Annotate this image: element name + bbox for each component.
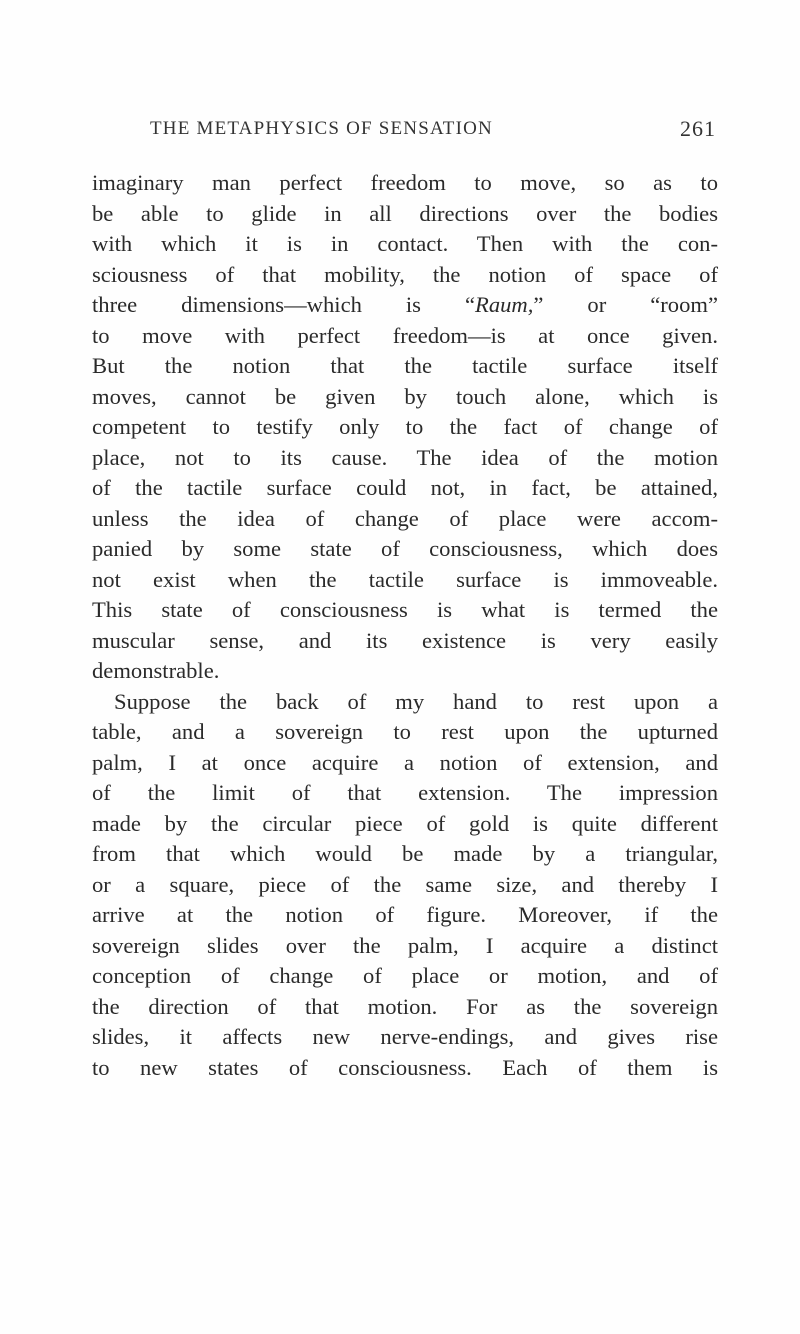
text-line: to new states of consciousness. Each of them is	[92, 1054, 718, 1080]
text-line: of the limit of that extension. The impression	[92, 780, 718, 805]
text-line: imaginary man perfect freedom to move, so as to	[92, 170, 718, 195]
running-head	[92, 118, 716, 148]
text-line: place, not to its cause. The idea of the motion	[92, 444, 718, 470]
paragraph-2	[92, 687, 718, 1084]
text-line: slides, it affects new nerve-endings, and gives rise	[92, 1024, 718, 1049]
running-title: THE METAPHYSICS OF SENSATION	[150, 118, 493, 139]
text-line: moves, cannot be given by touch alone, which is	[92, 383, 718, 409]
paragraph-1	[92, 168, 718, 687]
text-line: to move with perfect freedom—is at once given.	[92, 322, 718, 348]
body-text	[92, 168, 718, 1083]
text-line: muscular sense, and its existence is very easily	[92, 627, 718, 653]
text-line: not exist when the tactile surface is immoveable.	[92, 566, 718, 592]
text-line: But the notion that the tactile surface itself	[92, 353, 718, 378]
raum-word: Raum,	[475, 292, 534, 317]
text-line: demonstrable.	[92, 658, 220, 683]
text-line: made by the circular piece of gold is quite different	[92, 810, 718, 836]
text-line: This state of consciousness is what is termed the	[92, 597, 718, 622]
text-line: sovereign slides over the palm, I acquire a distinct	[92, 932, 718, 958]
text-line: of the tactile surface could not, in fact, be attained,	[92, 475, 718, 500]
text-line: the direction of that motion. For as the sovereign	[92, 993, 718, 1019]
text-line: with which it is in contact. Then with the con-	[92, 231, 718, 256]
text-line: Suppose the back of my hand to rest upon a	[114, 688, 718, 714]
text-line: competent to testify only to the fact of change of	[92, 414, 718, 439]
text-line: palm, I at once acquire a notion of extension, and	[92, 749, 718, 775]
page-number: 261	[680, 116, 716, 141]
text-line: unless the idea of change of place were accom-	[92, 505, 718, 531]
text-line: arrive at the notion of figure. Moreover, if the	[92, 902, 718, 927]
text-line-start: three dimensions—which is “	[92, 292, 476, 317]
text-line: table, and a sovereign to rest upon the upturned	[92, 719, 718, 744]
text-line-raum	[92, 290, 718, 321]
text-line: or a square, piece of the same size, and thereby I	[92, 871, 718, 897]
text-line: from that which would be made by a triangular,	[92, 841, 718, 866]
text-line: conception of change of place or motion, and of	[92, 963, 718, 988]
text-line: sciousness of that mobility, the notion of space of	[92, 261, 718, 287]
text-line-end: ” or “room”	[533, 292, 718, 317]
text-line: be able to glide in all directions over the bodies	[92, 200, 718, 226]
text-line: panied by some state of consciousness, which does	[92, 536, 718, 561]
